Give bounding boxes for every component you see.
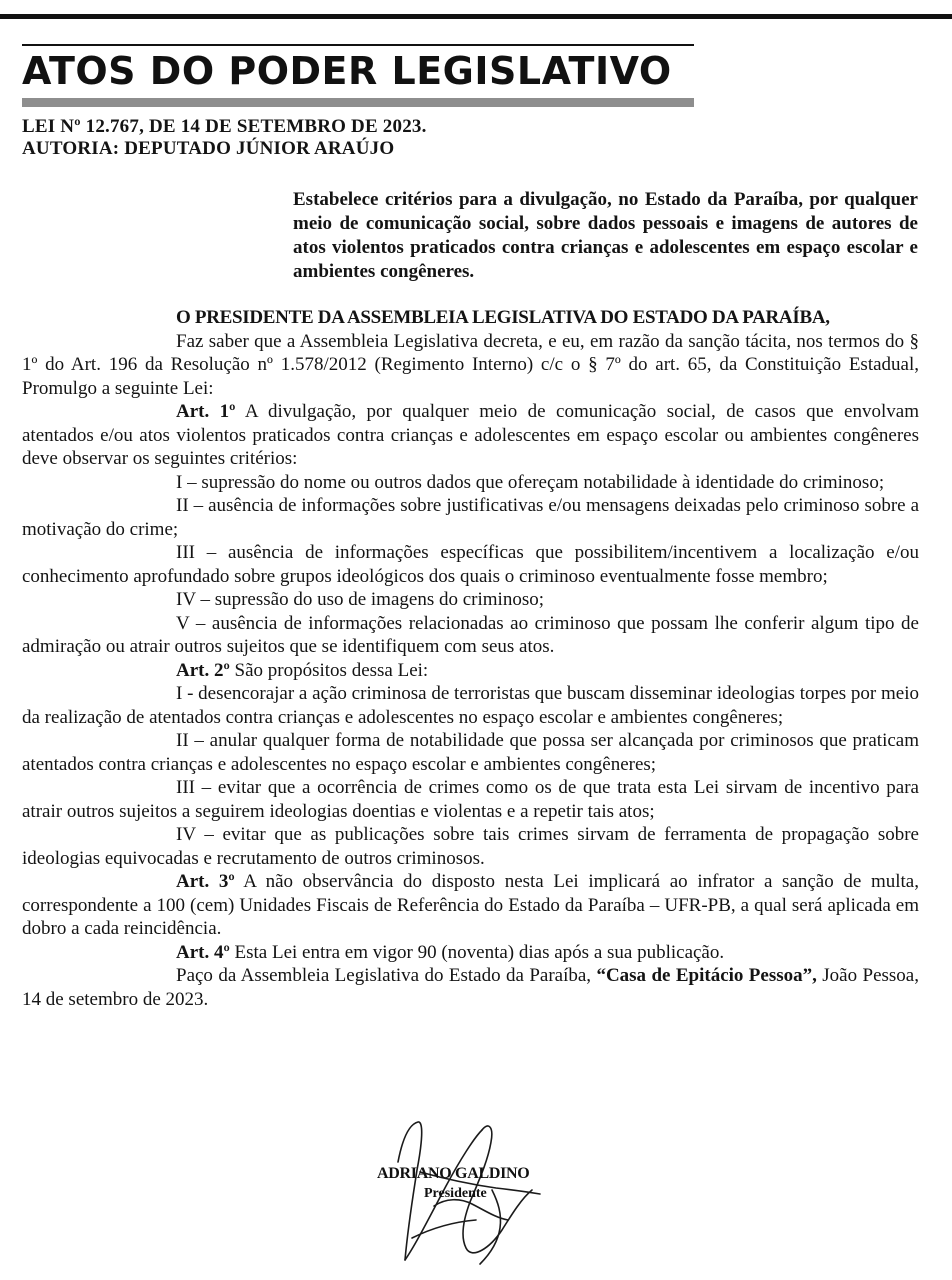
law-meta: [22, 116, 427, 160]
article-1-item: IV – supressão do uso de imagens do criminoso;: [176, 589, 544, 610]
article-2-item: I - desencorajar a ação criminosa de terroristas que buscam disseminar ideologias torpes por meio da realização de atentados contra crianças e adolescentes no espaço escolar e ambientes congêneres;: [22, 683, 919, 728]
article-1-item: V – ausência de informações relacionadas ao criminoso que possam lhe conferir algum tipo de admiração ou atrair outros sujeitos que se identifiquem com seus atos.: [22, 612, 919, 657]
signature-name: ADRIANO GALDINO: [377, 1165, 530, 1182]
section-header: [22, 44, 694, 107]
article-1-item: II – ausência de informações sobre justificativas e/ou mensagens deixadas pelo criminoso sobre a motivação do crime;: [22, 495, 919, 540]
article-1-label: Art. 1º: [176, 401, 236, 422]
law-body: [22, 306, 919, 1011]
law-number: LEI Nº 12.767, DE 14 DE SETEMBRO DE 2023.: [22, 116, 427, 137]
law-author: AUTORIA: DEPUTADO JÚNIOR ARAÚJO: [22, 138, 395, 159]
header-gray-bar: [22, 98, 694, 107]
closing-suffix: João Pessoa, 14 de setembro de 2023.: [22, 965, 919, 1010]
article-3-label: Art. 3º: [176, 871, 235, 892]
article-2-item: II – anular qualquer forma de notabilidade que possa ser alcançada por criminosos que praticam atentados contra crianças e adolescentes no espaço escolar e ambientes congêneres;: [22, 730, 919, 775]
president-line: O PRESIDENTE DA ASSEMBLEIA LEGISLATIVA DO ESTADO DA PARAÍBA,: [176, 307, 830, 328]
article-2-item: IV – evitar que as publicações sobre tais crimes sirvam de ferramenta de propagação sobre ideologias equivocadas e recrutamento de outros criminosos.: [22, 824, 919, 869]
article-4: [22, 941, 919, 965]
article-3-text: A não observância do disposto nesta Lei implicará ao infrator a sanção de multa, correspondente a 100 (cem) Unidades Fiscais de Referência do Estado da Paraíba – UFR-PB, a qual será aplicada em dobro a cada reincidência.: [22, 871, 919, 939]
signature-role: Presidente: [424, 1186, 487, 1201]
top-rule: [0, 14, 952, 19]
article-1-item: I – supressão do nome ou outros dados que ofereçam notabilidade à identidade do criminoso;: [176, 471, 885, 493]
article-2: [22, 659, 919, 683]
article-1-text: A divulgação, por qualquer meio de comunicação social, de casos que envolvam atentados e/ou atos violentos praticados contra crianças e adolescentes em espaço escolar ou ambientes congêneres deve observar os seguintes critérios:: [22, 401, 919, 469]
article-2-item: III – evitar que a ocorrência de crimes como os de que trata esta Lei sirvam de incentivo para atrair outros sujeitos a seguirem ideologias doentias e violentas e a repetir tais atos;: [22, 777, 919, 822]
header-top-rule: [22, 44, 694, 46]
article-4-label: Art. 4º: [176, 941, 230, 963]
closing-house-name: “Casa de Epitácio Pessoa”,: [596, 965, 817, 986]
article-1: [22, 400, 919, 471]
article-2-text: São propósitos dessa Lei:: [229, 659, 429, 681]
article-3: [22, 870, 919, 941]
preamble: Faz saber que a Assembleia Legislativa decreta, e eu, em razão da sanção tácita, nos termos do § 1º do Art. 196 da Resolução nº 1.578/2012 (Regimento Interno) c/c o § 7º do art. 65, da Constituição Estadual, Promulgo a seguinte Lei:: [22, 330, 919, 399]
law-ementa: Estabelece critérios para a divulgação, no Estado da Paraíba, por qualquer meio de comunicação social, sobre dados pessoais e imagens de autores de atos violentos praticados contra crianças e adolescentes em espaço escolar e ambientes congêneres.: [293, 189, 918, 282]
article-4-text: Esta Lei entra em vigor 90 (noventa) dias após a sua publicação.: [229, 941, 725, 963]
closing-paragraph: [22, 964, 919, 1011]
section-title: ATOS DO PODER LEGISLATIVO: [22, 49, 672, 93]
closing-prefix: Paço da Assembleia Legislativa do Estado da Paraíba,: [176, 965, 597, 986]
article-1-item: III – ausência de informações específicas que possibilitem/incentivem a localização e/ou conhecimento aprofundado sobre grupos ideológicos dos quais o criminoso eventualmente fosse membro;: [22, 542, 919, 587]
article-2-label: Art. 2º: [176, 659, 230, 681]
